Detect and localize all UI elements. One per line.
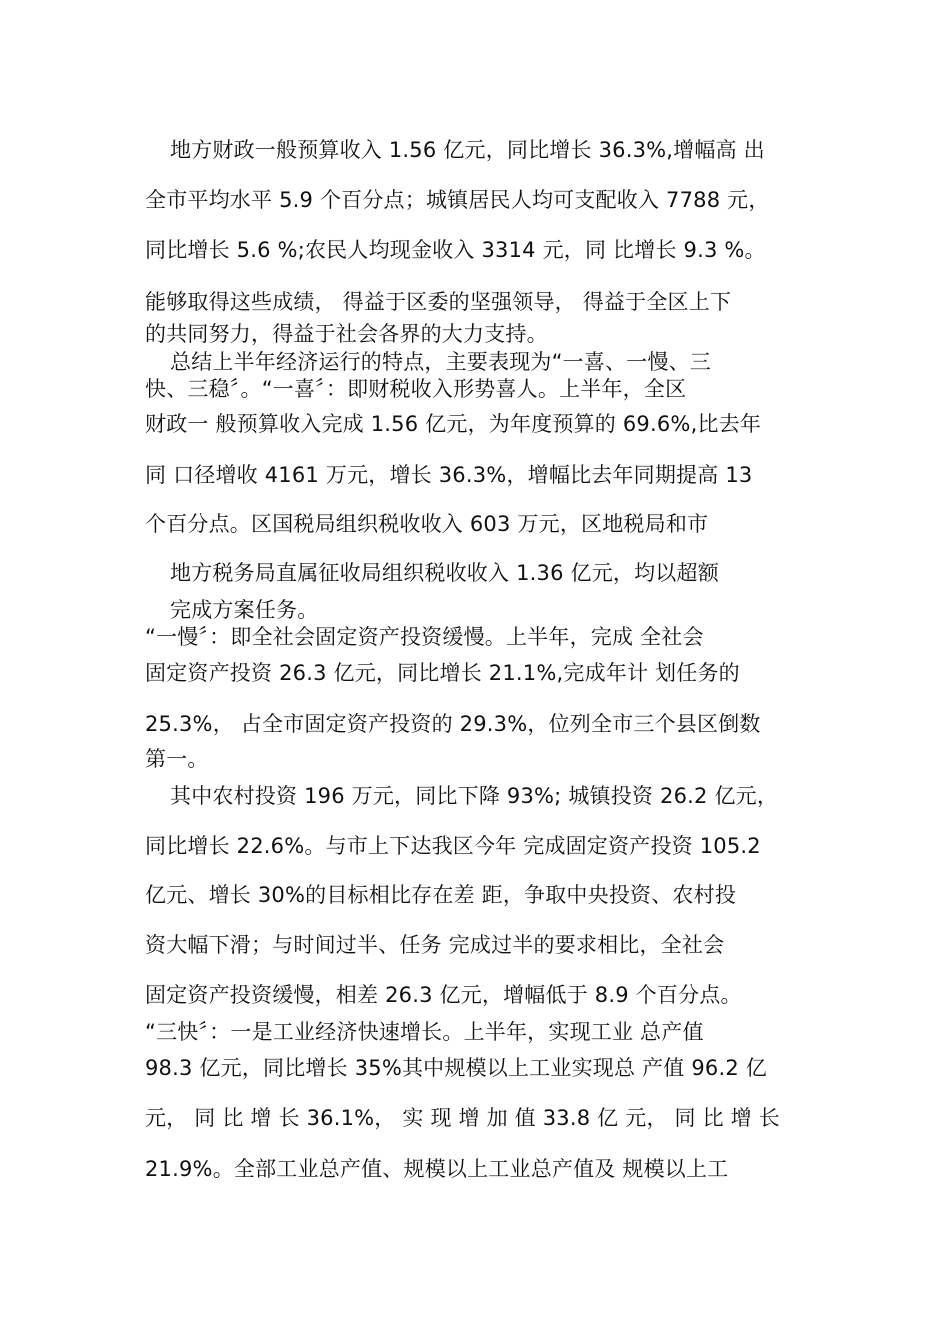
- text-line: 全市平均水平 5.9 个百分点；城镇居民人均可支配收入 7788 元，: [145, 188, 770, 212]
- text-line: “三快〞：一是工业经济快速增长。上半年，实现工业 总产值: [145, 1020, 704, 1044]
- text-line: 25.3%， 占全市固定资产投资的 29.3%，位列全市三个县区倒数: [145, 712, 761, 736]
- text-line: “一慢〞：即全社会固定资产投资缓慢。上半年，完成 全社会: [145, 625, 704, 649]
- text-line: 第一。: [145, 747, 209, 771]
- text-line: 地方财政一般预算收入 1.56 亿元，同比增长 36.3%,增幅高 出: [170, 138, 765, 162]
- text-line: 总结上半年经济运行的特点，主要表现为“一喜、一慢、三: [170, 350, 712, 374]
- text-line: 能够取得这些成绩， 得益于区委的坚强领导， 得益于全区上下: [145, 290, 732, 314]
- text-line: 亿元、增长 30%的目标相比存在差 距，争取中央投资、农村投: [145, 883, 737, 907]
- text-line: 完成方案任务。: [170, 598, 319, 622]
- text-line: 元， 同 比 增 长 36.1%， 实 现 增 加 值 33.8 亿 元， 同 比 增 长: [145, 1106, 780, 1130]
- text-line: 财政一 般预算收入完成 1.56 亿元，为年度预算的 69.6%,比去年: [145, 412, 762, 436]
- text-line: 其中农村投资 196 万元，同比下降 93%; 城镇投资 26.2 亿元，: [170, 784, 779, 808]
- text-line: 98.3 亿元，同比增长 35%其中规模以上工业实现总 产值 96.2 亿: [145, 1056, 767, 1080]
- text-line: 固定资产投资 26.3 亿元，同比增长 21.1%,完成年计 划任务的: [145, 661, 740, 685]
- text-line: 固定资产投资缓慢，相差 26.3 亿元，增幅低于 8.9 个百分点。: [145, 983, 742, 1007]
- text-line: 个百分点。区国税局组织税收收入 603 万元，区地税局和市: [145, 512, 709, 536]
- text-line: 的共同努力，得益于社会各界的大力支持。: [145, 322, 548, 346]
- text-line: 同比增长 5.6 %;农民人均现金收入 3314 元，同 比增长 9.3 %。: [145, 238, 766, 262]
- text-line: 同比增长 22.6%。与市上下达我区今年 完成固定资产投资 105.2: [145, 834, 761, 858]
- text-line: 21.9%。全部工业总产值、规模以上工业总产值及 规模以上工: [145, 1157, 729, 1181]
- text-line: 同 口径增收 4161 万元，增长 36.3%，增幅比去年同期提高 13: [145, 463, 753, 487]
- text-line: 快、三稳〞。“一喜〞：即财税收入形势喜人。上半年，全区: [145, 377, 687, 401]
- text-line: 地方税务局直属征收局组织税收收入 1.36 亿元，均以超额: [170, 561, 719, 585]
- text-line: 资大幅下滑；与时间过半、任务 完成过半的要求相比，全社会: [145, 933, 725, 957]
